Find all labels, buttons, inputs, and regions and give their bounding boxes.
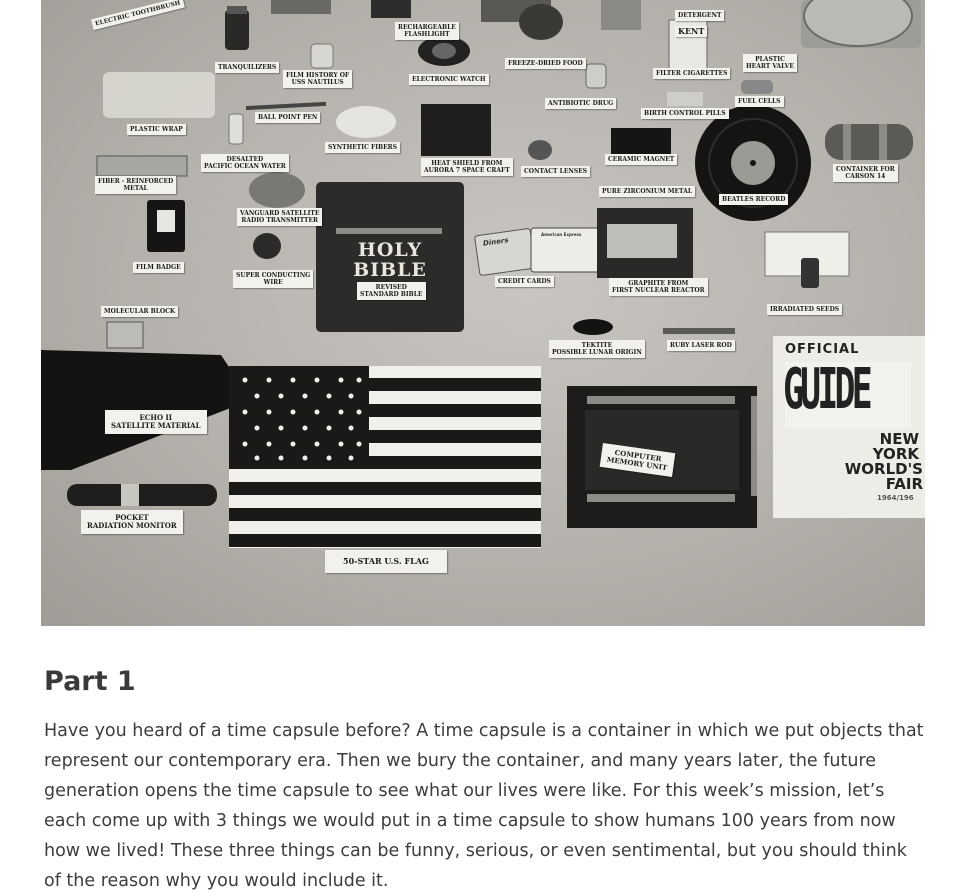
label-super-conducting: SUPER CONDUCTING WIRE: [233, 270, 313, 288]
label-contact-lenses: CONTACT LENSES: [521, 166, 590, 177]
label-kent: KENT: [675, 26, 707, 37]
guide-fair: FAIR: [885, 475, 923, 493]
label-molecular-block: MOLECULAR BLOCK: [101, 306, 178, 317]
guide-title: GUIDE: [783, 357, 869, 422]
label-tektite: TEKTITE POSSIBLE LUNAR ORIGIN: [549, 340, 645, 358]
label-flag: 50-STAR U.S. FLAG: [325, 550, 447, 573]
label-electronic-watch: ELECTRONIC WATCH: [409, 74, 489, 85]
label-plastic-heart-valve: PLASTIC HEART VALVE: [743, 54, 797, 72]
label-irradiated-seeds: IRRADIATED SEEDS: [767, 304, 842, 315]
guide-york: YORK: [872, 445, 919, 463]
label-ball-point-pen: BALL POINT PEN: [255, 112, 320, 123]
section-heading: Part 1: [44, 666, 136, 697]
label-echo-ii: ECHO II SATELLITE MATERIAL: [105, 410, 207, 434]
label-container-carson: CONTAINER FOR CARSON 14: [833, 164, 898, 182]
label-computer-memory: COMPUTER MEMORY UNIT: [600, 443, 676, 477]
label-heat-shield: HEAT SHIELD FROM AURORA 7 SPACE CRAFT: [421, 158, 513, 176]
diners-card-text: Diners: [482, 236, 509, 248]
bible-title: [337, 240, 443, 280]
mission-paragraph: Have you heard of a time capsule before? A time capsule is a container in which we put objects that represent our contemporary era. Then we bury the container, and many years later, the future generation opens the time capsule to see what our lives were like. For this week’s mission, let’s each come up with 3 things we would put in a time capsule to show humans 100 years from now how we lived! These three things can be funny, serious, or even sentimental, but you should think of the reason why you would include it.: [44, 721, 924, 891]
label-ceramic-magnet: CERAMIC MAGNET: [605, 154, 677, 165]
guide-new-york: [855, 432, 919, 462]
bible-title-line-2: BIBLE: [353, 259, 427, 281]
label-pure-zirconium: PURE ZIRCONIUM METAL: [599, 186, 695, 197]
label-pocket-radiation: POCKET RADIATION MONITOR: [81, 510, 183, 534]
label-fuel-cells: FUEL CELLS: [735, 96, 784, 107]
label-plastic-wrap: PLASTIC WRAP: [127, 124, 186, 135]
label-ruby-laser: RUBY LASER ROD: [667, 340, 735, 351]
amex-card-text: American Express: [541, 232, 582, 237]
label-freeze-dried-food: FREEZE-DRIED FOOD: [505, 58, 586, 69]
label-tranquilizers: TRANQUILIZERS: [215, 62, 279, 73]
label-desalted-water: DESALTED PACIFIC OCEAN WATER: [201, 154, 289, 172]
label-filter-cigarettes: FILTER CIGARETTES: [653, 68, 730, 79]
label-film-history: FILM HISTORY OF USS NAUTILUS: [283, 70, 352, 88]
label-revised-standard: REVISED STANDARD BIBLE: [357, 282, 426, 300]
bible-title-line-1: HOLY: [357, 239, 423, 261]
label-graphite: GRAPHITE FROM FIRST NUCLEAR REACTOR: [609, 278, 708, 296]
label-fiber-metal: FIBER - REINFORCED METAL: [95, 176, 176, 194]
guide-worlds: WORLD'S: [844, 460, 923, 478]
guide-new: NEW: [879, 430, 919, 448]
label-film-badge: FILM BADGE: [133, 262, 184, 273]
label-beatles-record: BEATLES RECORD: [719, 194, 788, 205]
label-credit-cards: CREDIT CARDS: [495, 276, 554, 287]
guide-years: 1964/196: [877, 494, 914, 502]
label-rechargeable-flashlight: RECHARGEABLE FLASHLIGHT: [395, 22, 459, 40]
guide-official: OFFICIAL: [785, 342, 860, 357]
label-antibiotic-drug: ANTIBIOTIC DRUG: [545, 98, 616, 109]
label-electric-toothbrush: ELECTRIC TOOTHBRUSH: [91, 0, 184, 30]
label-synthetic-fibers: SYNTHETIC FIBERS: [325, 142, 400, 153]
time-capsule-photo: [41, 0, 925, 626]
label-vanguard: VANGUARD SATELLITE RADIO TRANSMITTER: [237, 208, 322, 226]
label-detergent: DETERGENT: [675, 10, 724, 21]
label-birth-control-pills: BIRTH CONTROL PILLS: [641, 108, 729, 119]
